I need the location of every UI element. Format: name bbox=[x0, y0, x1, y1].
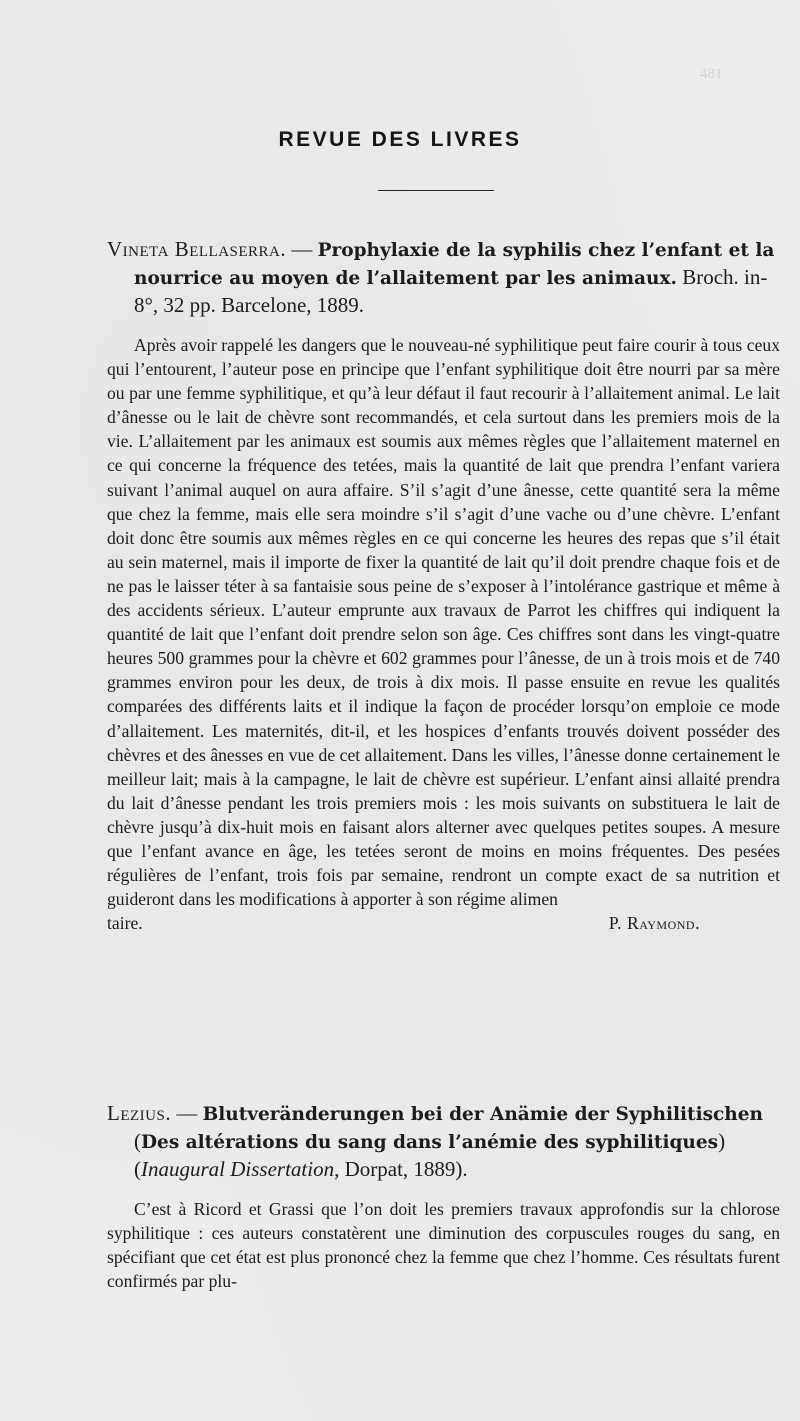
review-bellaserra bbox=[107, 236, 780, 935]
paren-open: ( bbox=[134, 1129, 141, 1153]
review-signature: P. Raymond. bbox=[608, 913, 700, 934]
review-citation: , Dorpat, 1889). bbox=[334, 1157, 468, 1181]
review-subtitle: Des altérations du sang dans l’anémie des syphilitiques bbox=[141, 1132, 719, 1153]
review-body: Après avoir rappelé les dangers que le nouveau-né syphilitique peut faire courir à tous ceux qui l’entourent, l’auteur pose en principe que l’enfant syphilitique doit être nourri par sa mère ou par une femme syphilitique, et qu’à leur défaut il faut recourir à l’allaitement animal. Le lait d’ânesse ou le lait de chèvre sont recommandés, et cela surtout dans les premiers mois de la vie. L’allaitement par les animaux est soumis aux mêmes règles que l’allaitement maternel en ce qui concerne la fréquence des tetées, mais la quantité de lait que prendra l’enfant variera suivant l’animal auquel on aura affaire. S’il s’agit d’une ânesse, cette quantité sera la même que chez la femme, mais elle sera moindre s’il s’agit d’une vache ou d’une chèvre. L’enfant doit donc être soumis aux mêmes règles en ce qui concerne les heures des repas que s’il était au sein maternel, mais il importe de fixer la quantité de lait qu’il doit prendre chaque fois et de ne pas le laisser téter à sa fantaisie sous peine de s’exposer à l’intolérance gastrique et même à des accidents sérieux. L’auteur emprunte aux travaux de Parrot les chiffres qui indiquent la quantité de lait que l’enfant doit prendre selon son âge. Ces chiffres sont dans les vingt-quatre heures 500 grammes pour la chèvre et 602 grammes pour l’ânesse, de un à trois mois et de 740 grammes environ pour les deux, de trois à dix mois. Il passe ensuite en revue les qualités comparées des différents laits et il indique la façon de procéder lorsqu’on emploie ce mode d’allaitement. Les maternités, dit-il, et les hospices d’enfants trouvés doivent posséder des chèvres et des ânesses en vue de cet allaitement. Dans les villes, l’ânesse donne certainement le meilleur lait; mais à la campagne, le lait de chèvre est supérieur. L’enfant ainsi allaité prendra du lait d’ânesse pendant les trois premiers mois : les mois suivants on substituera le lait de chèvre jusqu’à dix-huit mois en faisant alors alterner avec quelques petites soupes. A mesure que l’enfant avance en âge, les tetées seront de moins en moins fréquentes. Des pesées régulières de l’enfant, trois fois par semaine, rendront un compte exact de sa nutrition et guideront dans les modifications à apporter à son régime alimen bbox=[107, 335, 780, 910]
review-body: C’est à Ricord et Grassi que l’on doit les premiers travaux approfondis sur la chlorose syphilitique : ces auteurs constatèrent une diminution des corpuscules rouges du sang, en spécifiant que cet état est plus prononcé chez la femme que chez l’homme. Ces résultats furent confirmés par plu- bbox=[107, 1199, 780, 1292]
title-divider bbox=[378, 190, 494, 191]
review-last-word: taire. bbox=[107, 913, 143, 934]
heading-dash: — bbox=[286, 237, 318, 261]
review-signature-line bbox=[107, 911, 780, 935]
review-heading bbox=[107, 236, 780, 319]
paren-close: ) ( bbox=[134, 1129, 726, 1181]
review-citation: Broch. in-8°, 32 pp. Barcelone, 1889. bbox=[134, 265, 768, 317]
review-author: Vineta Bellaserra. bbox=[107, 237, 287, 261]
review-heading bbox=[107, 1100, 780, 1183]
section-title: REVUE DES LIVRES bbox=[278, 128, 522, 151]
review-title: Blutveränderungen bei der Anämie der Syphilitischen bbox=[202, 1104, 763, 1125]
review-author: Lezius. bbox=[107, 1101, 172, 1125]
heading-dash: — bbox=[171, 1101, 203, 1125]
review-title: Prophylaxie de la syphilis chez l’enfant et la nourrice au moyen de l’allaitement par les animaux. bbox=[134, 240, 775, 289]
review-lezius bbox=[107, 1100, 780, 1293]
page-number: 481 bbox=[700, 66, 723, 82]
review-citation-italic: Inaugural Dissertation bbox=[141, 1157, 335, 1181]
